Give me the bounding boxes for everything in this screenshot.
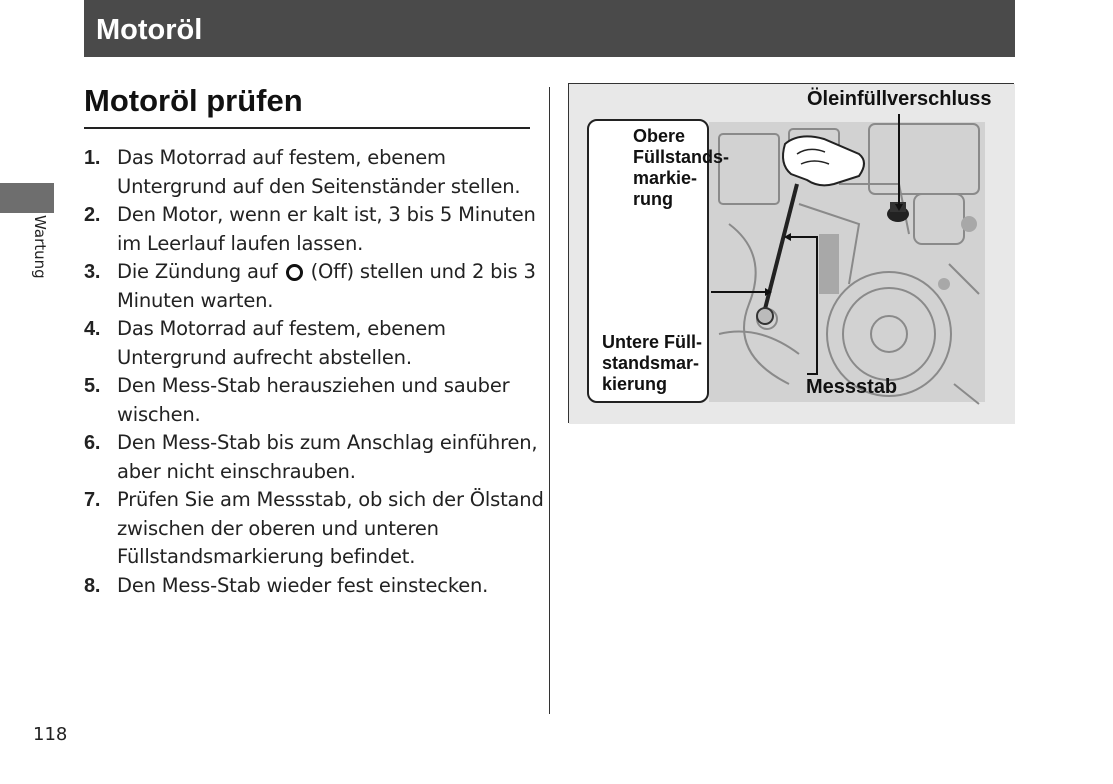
engine-illustration	[568, 83, 1014, 423]
step-text: Das Motorrad auf festem, ebenem Untergrund auf den Seitenständer stellen.	[117, 146, 521, 198]
upper-mark-label: Obere Füllstands- markie- rung	[633, 126, 730, 209]
step-item	[84, 258, 544, 315]
instruction-steps	[84, 144, 544, 600]
page-number: 118	[33, 724, 68, 745]
title-underline	[84, 127, 530, 129]
step-number: 8.	[84, 574, 101, 597]
step-number: 1.	[84, 147, 101, 169]
step-number: 7.	[84, 489, 101, 511]
step-number: 5.	[84, 375, 101, 397]
step-item	[84, 572, 544, 601]
step-text: Den Mess-Stab herausziehen und sauber wischen.	[117, 374, 510, 426]
step-number: 4.	[84, 318, 101, 340]
step-item	[84, 486, 544, 572]
lower-mark-label: Untere Füll- standsmar- kierung	[602, 332, 703, 394]
side-tab-label: Wartung	[31, 215, 49, 279]
filler-cap-label: Öleinfüllverschluss	[807, 88, 992, 110]
step-text: Den Mess-Stab wieder fest einstecken.	[117, 573, 489, 597]
column-divider	[549, 87, 550, 714]
step-text-before: Die Zündung auf	[117, 260, 278, 283]
step-item	[84, 144, 544, 201]
step-number: 2.	[84, 204, 101, 226]
off-circle-icon	[286, 264, 303, 281]
step-item	[84, 429, 544, 486]
step-item	[84, 372, 544, 429]
step-item	[84, 315, 544, 372]
step-number: 3.	[84, 261, 101, 283]
step-text: Den Motor, wenn er kalt ist, 3 bis 5 Minuten im Leerlauf laufen lassen.	[117, 203, 536, 255]
step-item	[84, 201, 544, 258]
section-title: Motoröl	[96, 14, 203, 46]
side-tab-marker	[0, 183, 54, 213]
step-text: Den Mess-Stab bis zum Anschlag einführen, aber nicht einschrauben.	[117, 431, 538, 483]
section-header-bar	[84, 0, 1015, 57]
step-text: Prüfen Sie am Messstab, ob sich der Ölstand zwischen der oberen und unteren Füllstandsmarkierung befindet.	[117, 488, 544, 568]
dipstick-label: Messstab	[806, 376, 898, 398]
step-number: 6.	[84, 432, 101, 454]
page-title: Motoröl prüfen	[84, 83, 303, 118]
step-text-after: (Off) stellen und 2 bis 3 Minuten warten.	[117, 260, 536, 312]
step-text: Das Motorrad auf festem, ebenem Untergrund aufrecht abstellen.	[117, 317, 446, 369]
